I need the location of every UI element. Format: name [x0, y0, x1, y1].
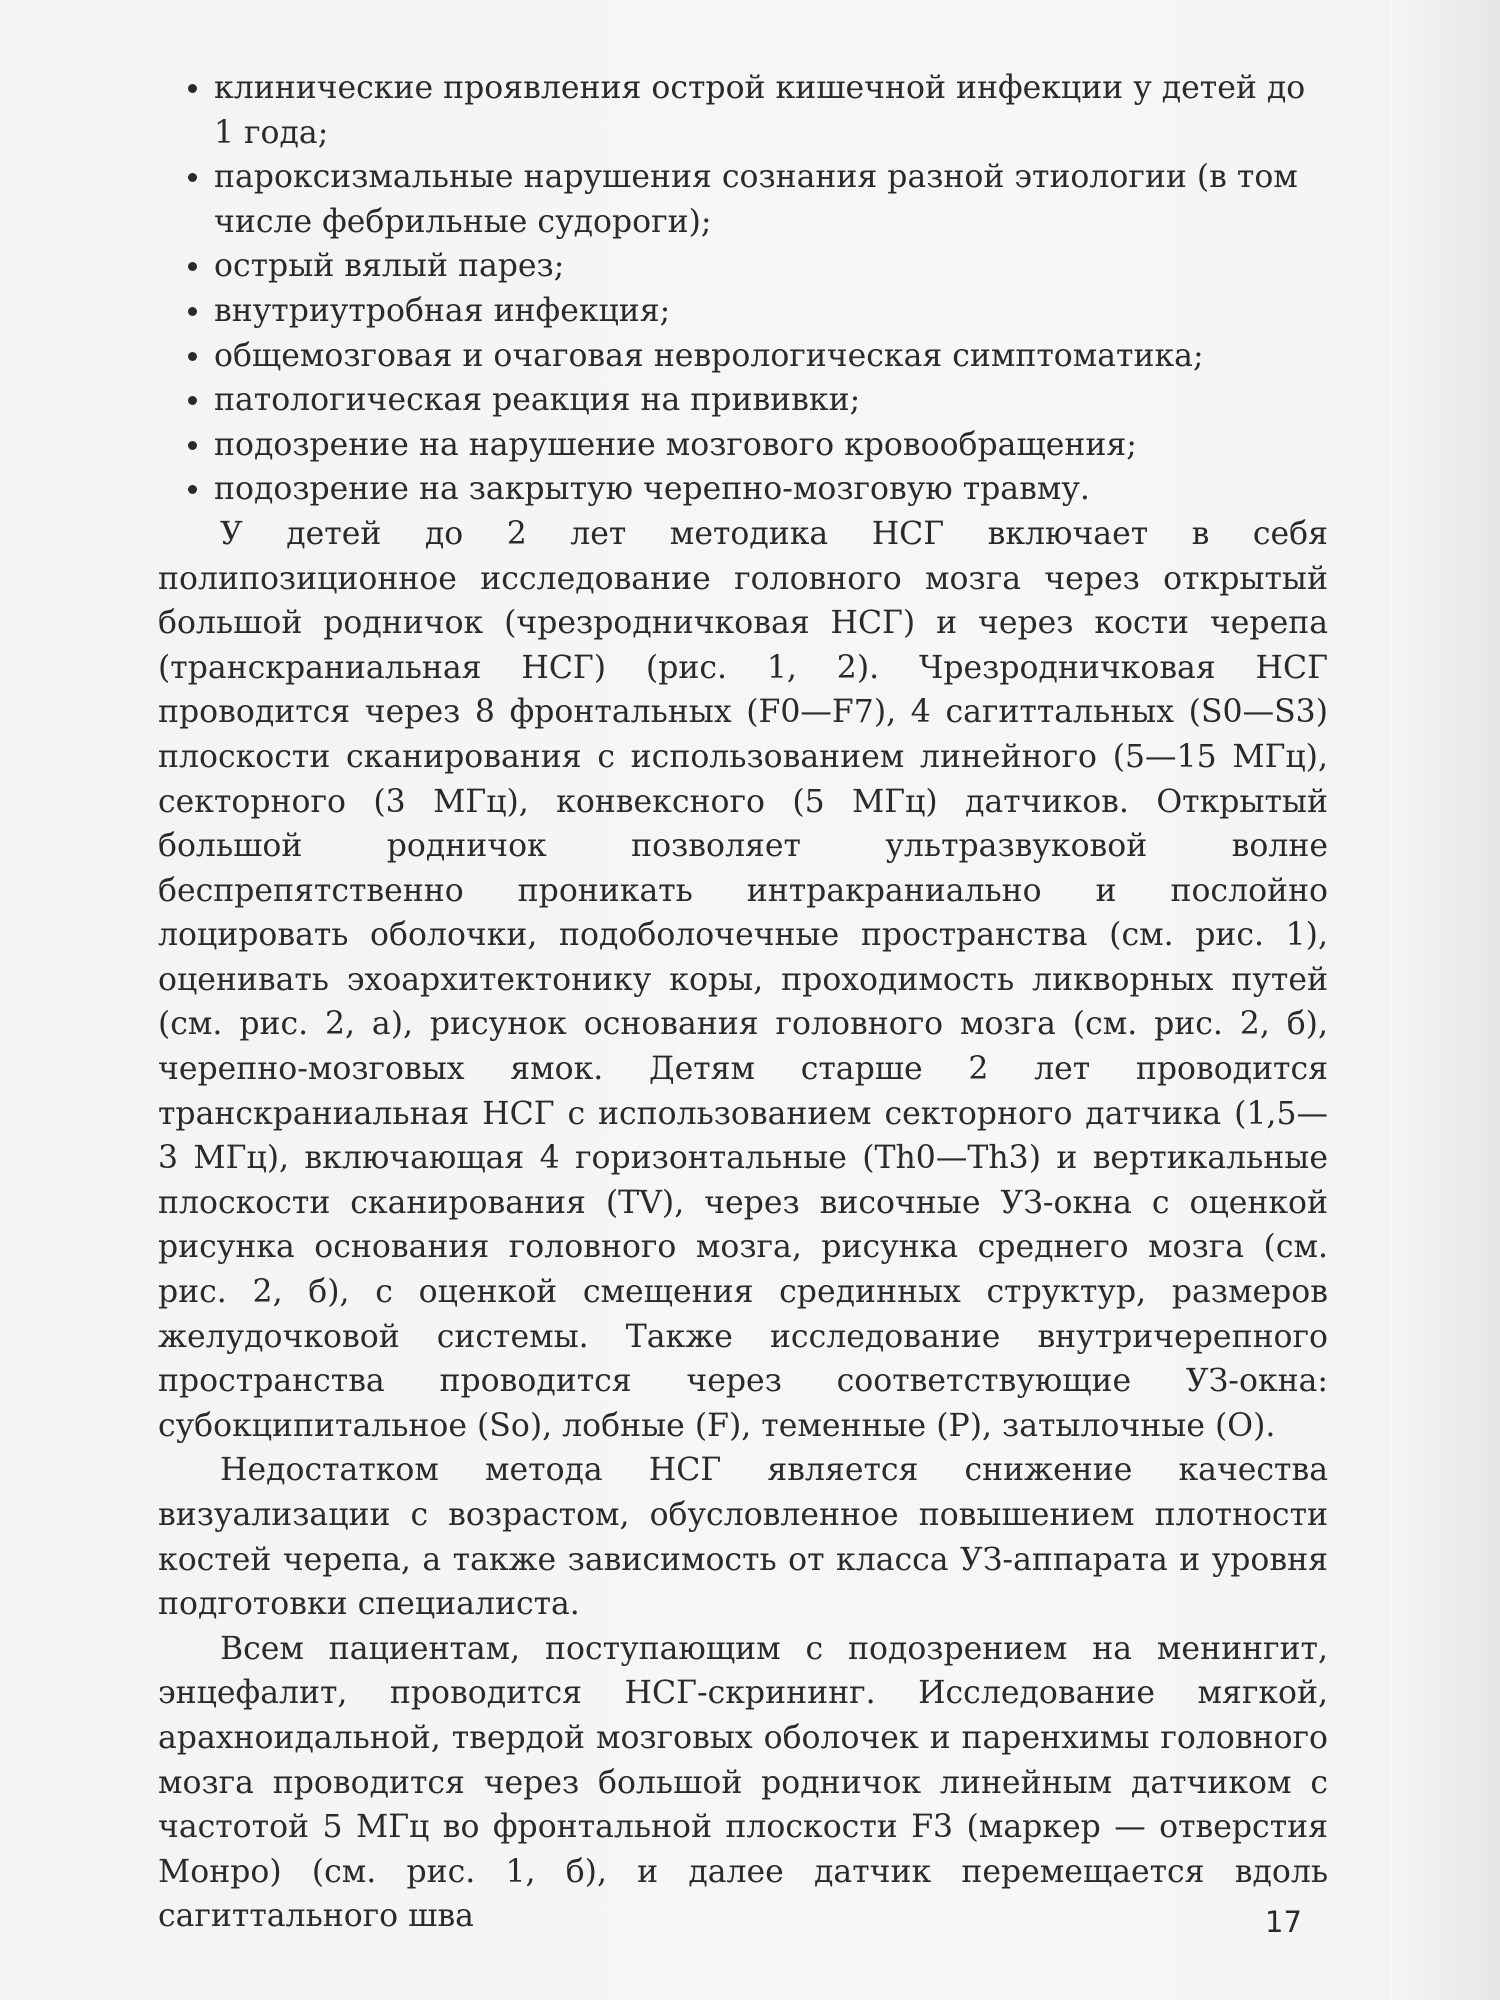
list-item [158, 66, 1328, 155]
list-item-text: патологическая реакция на прививки; [214, 382, 861, 419]
page-number: 17 [1265, 1905, 1302, 1939]
list-item [158, 334, 1328, 379]
bullet-icon [188, 84, 197, 93]
bullet-icon [188, 173, 197, 182]
list-item [158, 378, 1328, 423]
bullet-icon [188, 352, 197, 361]
paragraph-methodology: У детей до 2 лет методика НСГ включает в себя полипозиционное исследование головного мозга через открытый большой родничок (чрезродничковая НСГ) и через кости черепа (транскраниальная НСГ) (рис. 1, 2). Чрезродничковая НСГ проводится через 8 фронтальных (F0—F7), 4 сагиттальных (S0—S3) плоскости сканирования с использованием линейного (5—15 МГц), секторного (3 МГц), конвексного (5 МГц) датчиков. Открытый большой родничок позволяет ультразвуковой волне беспрепятственно проникать интракраниально и послойно лоцировать оболочки, подоболочечные пространства (см. рис. 1), оценивать эхоархитектонику коры, проходимость ликворных путей (см. рис. 2, а), рисунок основания головного мозга (см. рис. 2, б), черепно-мозговых ямок. Детям старше 2 лет проводится транскраниальная НСГ с использованием секторного датчика (1,5—3 МГц), включающая 4 горизонтальные (Th0—Th3) и вертикальные плоскости сканирования (TV), через височные УЗ-окна с оценкой рисунка основания головного мозга, рисунка среднего мозга (см. рис. 2, б), с оценкой смещения срединных структур, размеров желудочковой системы. Также исследование внутричерепного пространства проводится через соответствующие УЗ-окна: субокципитальное (So), лобные (F), теменные (P), затылочные (O). [158, 515, 1328, 1444]
bullet-icon [188, 441, 197, 450]
bullet-icon [188, 485, 197, 494]
bullet-icon [188, 307, 197, 316]
text-column [158, 66, 1328, 1939]
bullet-icon [188, 262, 197, 271]
list-item [158, 467, 1328, 512]
list-item-text: подозрение на закрытую черепно-мозговую травму. [214, 471, 1090, 508]
list-item-text: острый вялый парез; [214, 248, 565, 285]
indication-list [158, 66, 1328, 512]
list-item-text: внутриутробная инфекция; [214, 292, 671, 329]
bullet-icon [188, 396, 197, 405]
list-item-text: общемозговая и очаговая неврологическая симптоматика; [214, 337, 1204, 374]
paragraph-limitations: Недостатком метода НСГ является снижение качества визуализации с возрастом, обусловленное повышением плотности костей черепа, а также зависимость от класса УЗ-аппарата и уровня подготовки специалиста. [158, 1452, 1328, 1623]
list-item-text: клинические проявления острой кишечной инфекции у детей до 1 года; [214, 70, 1306, 151]
list-item [158, 244, 1328, 289]
list-item [158, 155, 1328, 244]
list-item [158, 423, 1328, 468]
paragraph-screening: Всем пациентам, поступающим с подозрением на менингит, энцефалит, проводится НСГ-скрининг. Исследование мягкой, арахноидальной, твердой мозговых оболочек и паренхимы головного мозга проводится через большой родничок линейным датчиком с частотой 5 МГц во фронтальной плоскости F3 (маркер — отверстия Монро) (см. рис. 1, б), и далее датчик перемещается вдоль сагиттального шва [158, 1630, 1328, 1935]
list-item [158, 289, 1328, 334]
list-item-text: подозрение на нарушение мозгового кровообращения; [214, 426, 1137, 463]
page-edge-shadow [1390, 0, 1500, 2000]
list-item-text: пароксизмальные нарушения сознания разной этиологии (в том числе фебрильные судороги); [214, 159, 1298, 240]
